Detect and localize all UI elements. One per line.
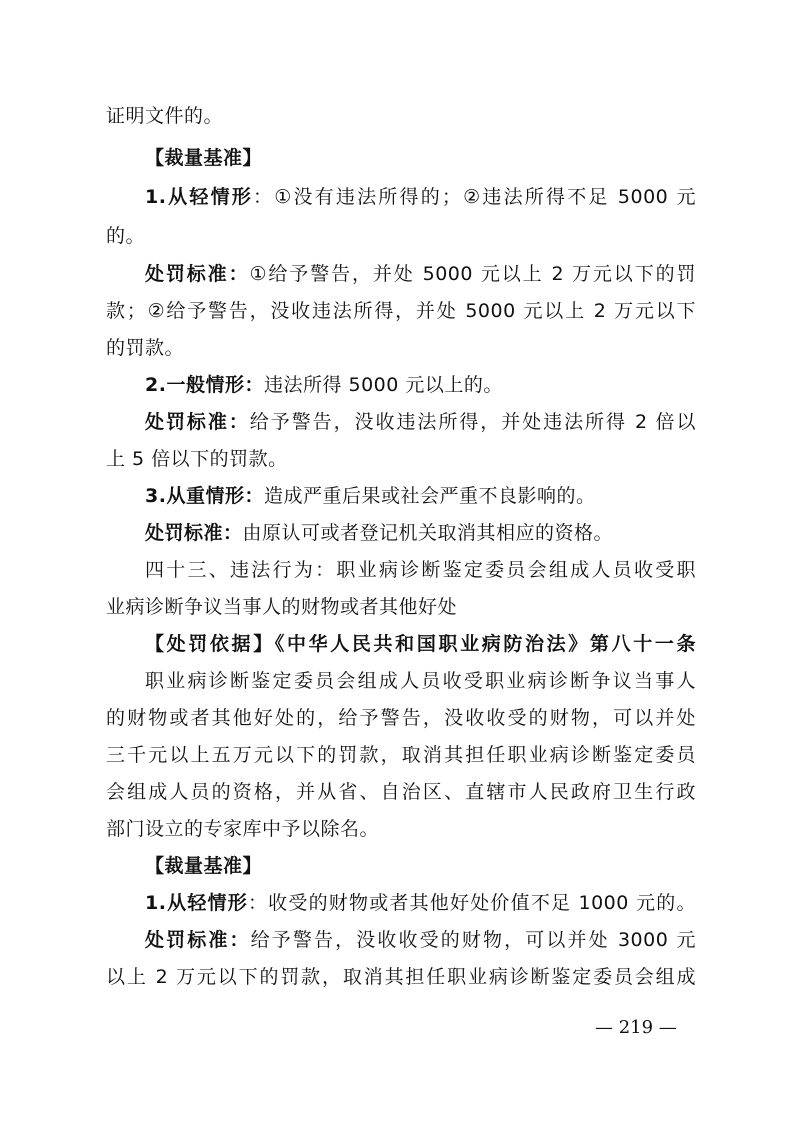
section-heading: 【裁量基准】 xyxy=(145,147,263,169)
text-line: 上 5 倍以下的罚款。 xyxy=(106,448,288,470)
text-line: 1.从轻情形：①没有违法所得的；②违法所得不足 5000 元 xyxy=(145,186,696,208)
text-line: 职业病诊断鉴定委员会组成人员收受职业病诊断争议当事人 xyxy=(145,670,696,692)
section-heading: 【裁量基准】 xyxy=(145,855,263,877)
page-number: — 219 — xyxy=(595,1017,677,1038)
text-line: 部门设立的专家库中予以除名。 xyxy=(106,818,380,840)
text-line: 业病诊断争议当事人的财物或者其他好处 xyxy=(106,596,458,618)
text-line: 处罚标准：由原认可或者登记机关取消其相应的资格。 xyxy=(145,522,614,544)
text-line: 处罚标准：给予警告，没收收受的财物，可以并处 3000 元 xyxy=(145,929,696,951)
text-line: 处罚标准：给予警告，没收违法所得，并处违法所得 2 倍以 xyxy=(145,411,696,433)
text-line: 3.从重情形：造成严重后果或社会严重不良影响的。 xyxy=(145,485,596,507)
text-line: 的。 xyxy=(106,225,146,247)
text-line: 的财物或者其他好处的，给予警告，没收收受的财物，可以并处 xyxy=(106,707,696,729)
text-line: 以上 2 万元以下的罚款，取消其担任职业病诊断鉴定委员会组成 xyxy=(106,966,696,988)
text-line: 款；②给予警告，没收违法所得，并处 5000 元以上 2 万元以下 xyxy=(106,300,696,322)
text-line: 处罚标准：①给予警告，并处 5000 元以上 2 万元以下的罚 xyxy=(145,263,696,285)
text-line: 的罚款。 xyxy=(106,337,185,359)
text-line: 1.从轻情形：收受的财物或者其他好处价值不足 1000 元的。 xyxy=(145,892,696,914)
section-heading: 【处罚依据】《中华人民共和国职业病防治法》第八十一条 xyxy=(145,633,696,655)
text-line: 四十三、违法行为：职业病诊断鉴定委员会组成人员收受职 xyxy=(145,559,696,581)
text-line: 证明文件的。 xyxy=(106,105,224,127)
text-line: 三千元以上五万元以下的罚款，取消其担任职业病诊断鉴定委员 xyxy=(106,744,696,766)
text-line: 会组成人员的资格，并从省、自治区、直辖市人民政府卫生行政 xyxy=(106,781,696,803)
text-line: 2.一般情形：违法所得 5000 元以上的。 xyxy=(145,374,503,396)
